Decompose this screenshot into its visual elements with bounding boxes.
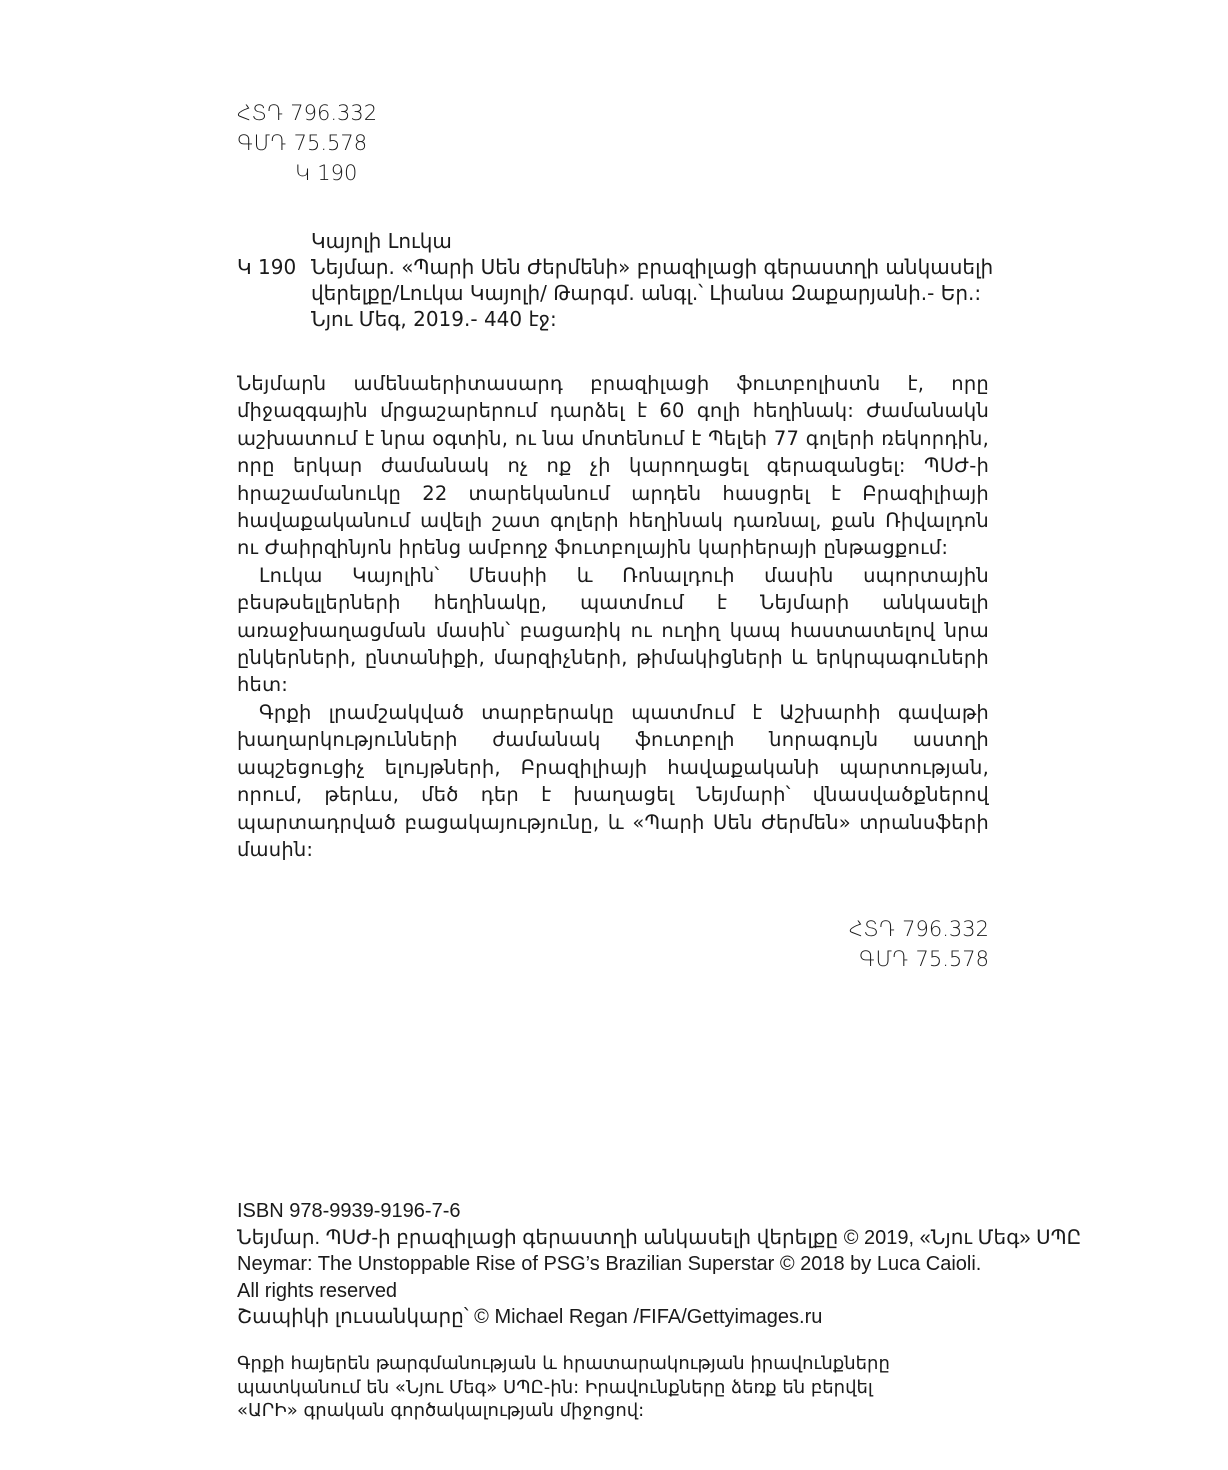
annotation-paragraph-3: Գրքի լրամշակված տարբերակը պատմում է Աշխարհի գավաթի խաղարկությունների ժամանակ ֆուտբոլի նորագույն աստղի ապշեցուցիչ ելույթների, Բրազիլիայի հավաքականի պարտության, որում, թերևս, մեծ դեր է խաղացել Նեյմարի՝ վնասվածքներով պարտադրված բացակայությունը, և «Պարի Սեն Ժերմեն» տրանսֆերի մասին: [237,700,989,861]
classification-codes-top [237,98,377,188]
cover-photo-credit: Շապիկի լուսանկարը՝ © Michael Regan /FIFA/Gettyimages.ru [237,1306,823,1328]
all-rights-reserved: All rights reserved [237,1279,398,1302]
annotation-paragraph-1: Նեյմարն ամենաերիտասարդ բրազիլացի ֆուտբոլիստն է, որը միջազգային մրցաշարերում դարձել է 60 գոլի հեղինակ: Ժամանակն աշխատում է նրա օգտին, ու նա մոտենում է Պելեի 77 գոլերի ռեկորդին, որը երկար ժամանակ ոչ ոք չի կարողացել գերազանցել: ՊՍԺ-ի հրաշամանուկը 22 տարեկանում արդեն հասցրել է Բրազիլիայի հավաքականում ավելի շատ գոլերի հեղինակ դառնալ, քան Ռիվալդոն ու Ժաիրզինյոն իրենց ամբողջ ֆուտբոլային կարիերայի ընթացքում: [237,372,989,560]
translation-rights-line-1: Գրքի հայերեն թարգմանության և հրատարակության իրավունքները [237,1353,890,1374]
bibliographic-entry [237,254,997,332]
translation-rights-line-2: պատկանում են «Նյու Մեգ» ՍՊԸ-ին: Իրավունքները ձեռք են բերվել [237,1376,873,1398]
annotation-paragraph-2: Լուկա Կայոլին՝ Մեսսիի և Ռոնալդուի մասին սպորտային բեսթսելլերների հեղինակը, պատմում է Նեյմարի անկասելի առաջխաղացման մասին՝ բացառիկ ու ուղիղ կապ հաստատելով նրա ընկերների, ընտանիքի, մարզիչների, թիմակիցների և երկրպագուների հետ: [237,563,989,697]
bbk-code: ԳՄԴ 75.578 [237,131,368,155]
book-annotation [237,370,989,863]
entry-description: Նեյմար. «Պարի Սեն Ժերմենի» բրազիլացի գերաստղի անկասելի վերելքը/Լուկա Կայոլի/ Թարգմ. անգլ.՝ Լիանա Զաքարյանի.- Եր.: Նյու Մեգ, 2019.- 440 էջ: [311,255,994,331]
copyright-block [237,1198,1117,1331]
bibliographic-record [237,228,997,332]
armenian-copyright: Նեյմար. ՊՍԺ-ի բրազիլացի գերաստղի անկասելի վերելքը © 2019, «Նյու Մեգ» ՍՊԸ [237,1226,1082,1249]
udc-code-bottom: ՀՏԴ 796.332 [848,917,989,941]
translation-rights-line-3: «ԱՐԻ» գրական գործակալության միջոցով: [237,1400,645,1421]
english-copyright: Neymar: The Unstoppable Rise of PSG’s Brazilian Superstar © 2018 by Luca Caioli. [237,1253,982,1275]
bbk-code-bottom: ԳՄԴ 75.578 [858,947,989,971]
author-heading: Կայոլի Լուկա [311,229,452,253]
author-sign-code: Կ 190 [295,161,358,185]
isbn: ISBN 978-9939-9196-7-6 [237,1200,461,1222]
classification-codes-bottom [849,914,989,974]
entry-author-sign: Կ 190 [237,255,297,279]
translation-rights-notice [237,1352,897,1423]
udc-code: ՀՏԴ 796.332 [237,101,378,125]
